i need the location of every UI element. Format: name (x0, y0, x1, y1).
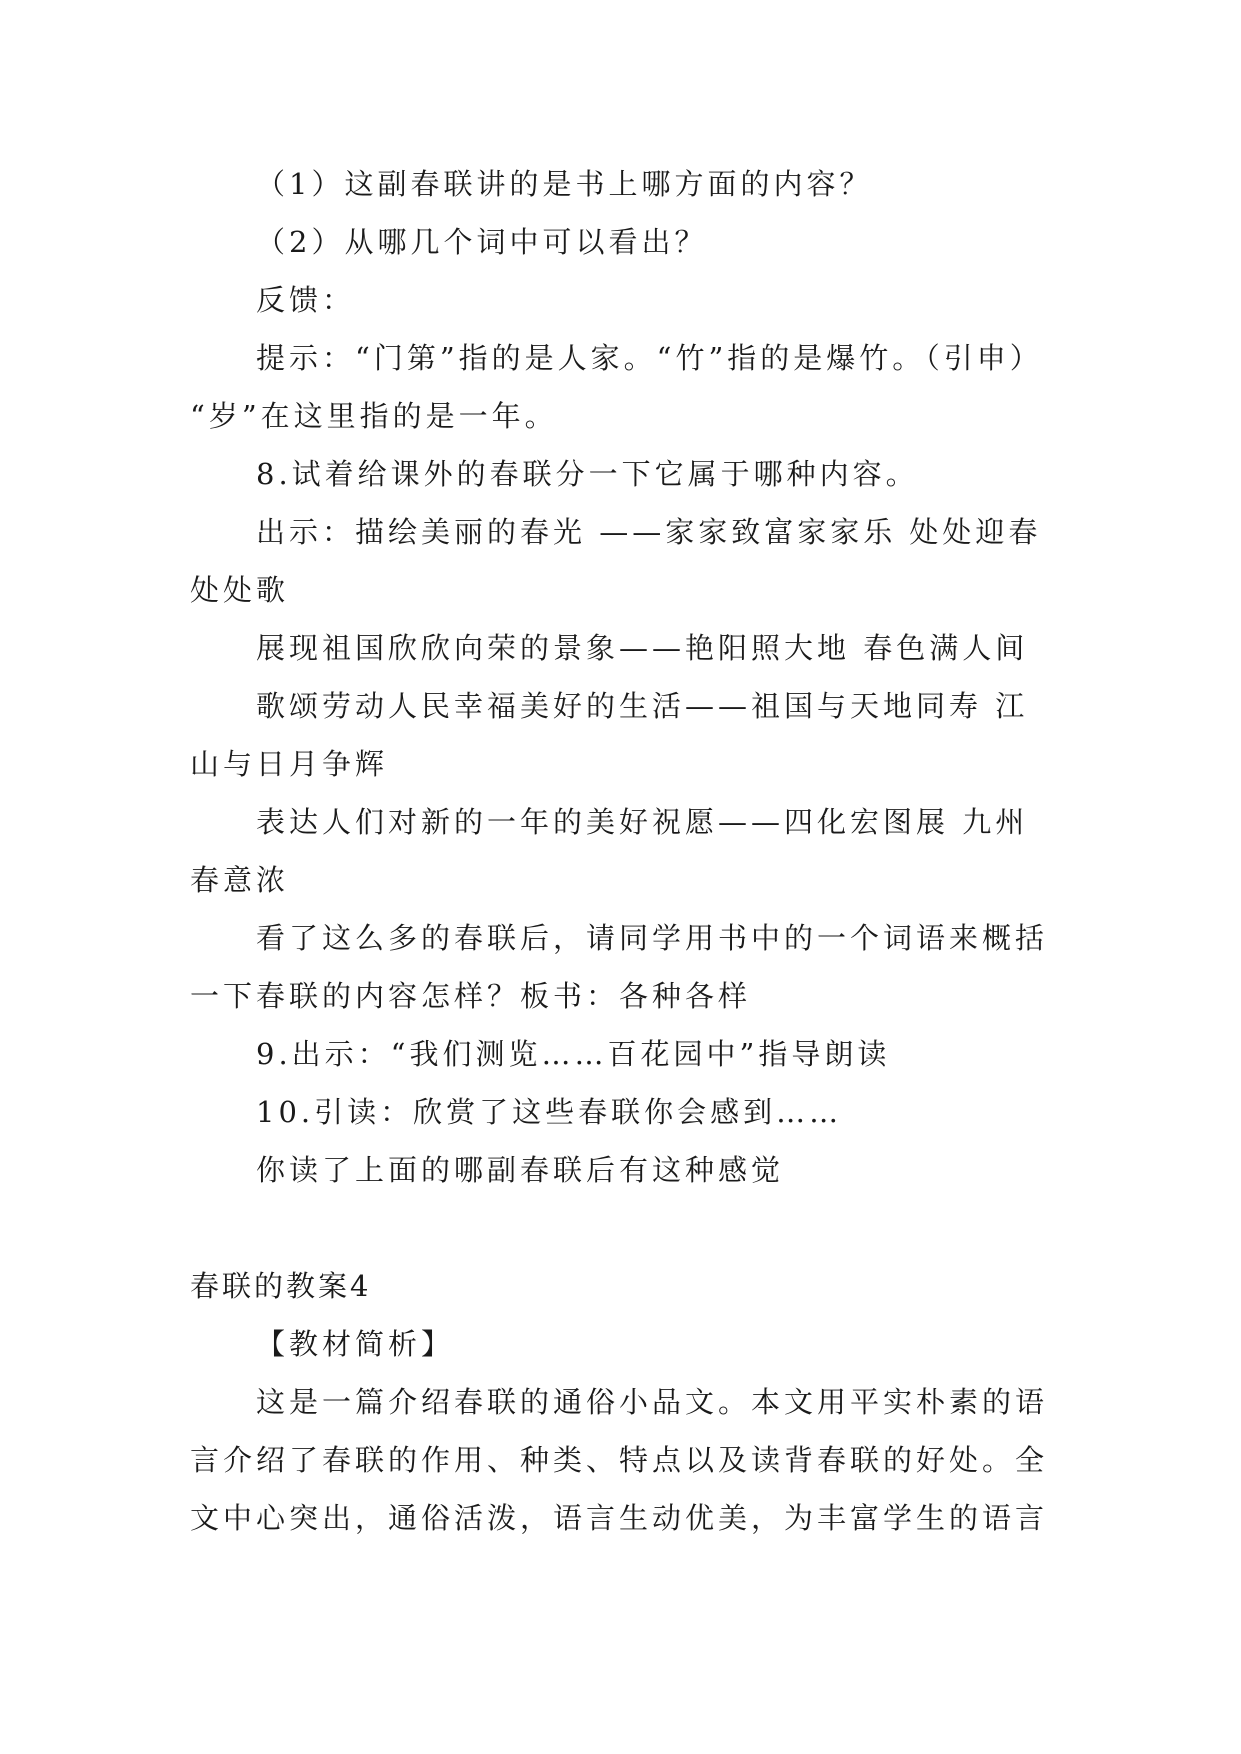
feedback-label: 反馈： (256, 283, 356, 317)
category-line-2-continued: 山与日月争辉 (190, 747, 389, 781)
category-line-2: 歌颂劳动人民幸福美好的生活——祖国与天地同寿 江 (256, 689, 1029, 723)
hint-line-continued: “岁”在这里指的是一年。 (190, 399, 558, 433)
analysis-paragraph-line-2: 言介绍了春联的作用、种类、特点以及读背春联的好处。全 (190, 1443, 1049, 1477)
category-line-1: 展现祖国欣欣向荣的景象——艳阳照大地 春色满人间 (256, 631, 1029, 665)
step-9: 9.出示：“我们测览……百花园中”指导朗读 (256, 1037, 891, 1071)
category-line-3: 表达人们对新的一年的美好祝愿——四化宏图展 九州 (256, 805, 1029, 839)
summary-question: 看了这么多的春联后，请同学用书中的一个词语来概括 (256, 921, 1049, 955)
category-line-3-continued: 春意浓 (190, 863, 290, 897)
step-10: 10.引读：欣赏了这些春联你会感到…… (256, 1095, 843, 1129)
section-title: 春联的教案4 (190, 1269, 372, 1303)
analysis-paragraph-line-3: 文中心突出，通俗活泼，语言生动优美，为丰富学生的语言 (190, 1501, 1049, 1535)
reflection-line: 你读了上面的哪副春联后有这种感觉 (256, 1153, 785, 1187)
summary-question-continued: 一下春联的内容怎样？板书：各种各样 (190, 979, 752, 1013)
display-line: 出示：描绘美丽的春光 ——家家致富家家乐 处处迎春 (256, 515, 1042, 549)
question-2: （2）从哪几个词中可以看出？ (256, 225, 708, 259)
display-line-continued: 处处歌 (190, 573, 290, 607)
hint-line: 提示：“门第”指的是人家。“竹”指的是爆竹。（引申） (256, 341, 1043, 375)
textbook-analysis-heading: 【教材简析】 (256, 1327, 455, 1361)
analysis-paragraph-line-1: 这是一篇介绍春联的通俗小品文。本文用平实朴素的语 (256, 1385, 1049, 1419)
question-1: （1）这副春联讲的是书上哪方面的内容？ (256, 167, 873, 201)
step-8: 8.试着给课外的春联分一下它属于哪种内容。 (256, 457, 919, 491)
